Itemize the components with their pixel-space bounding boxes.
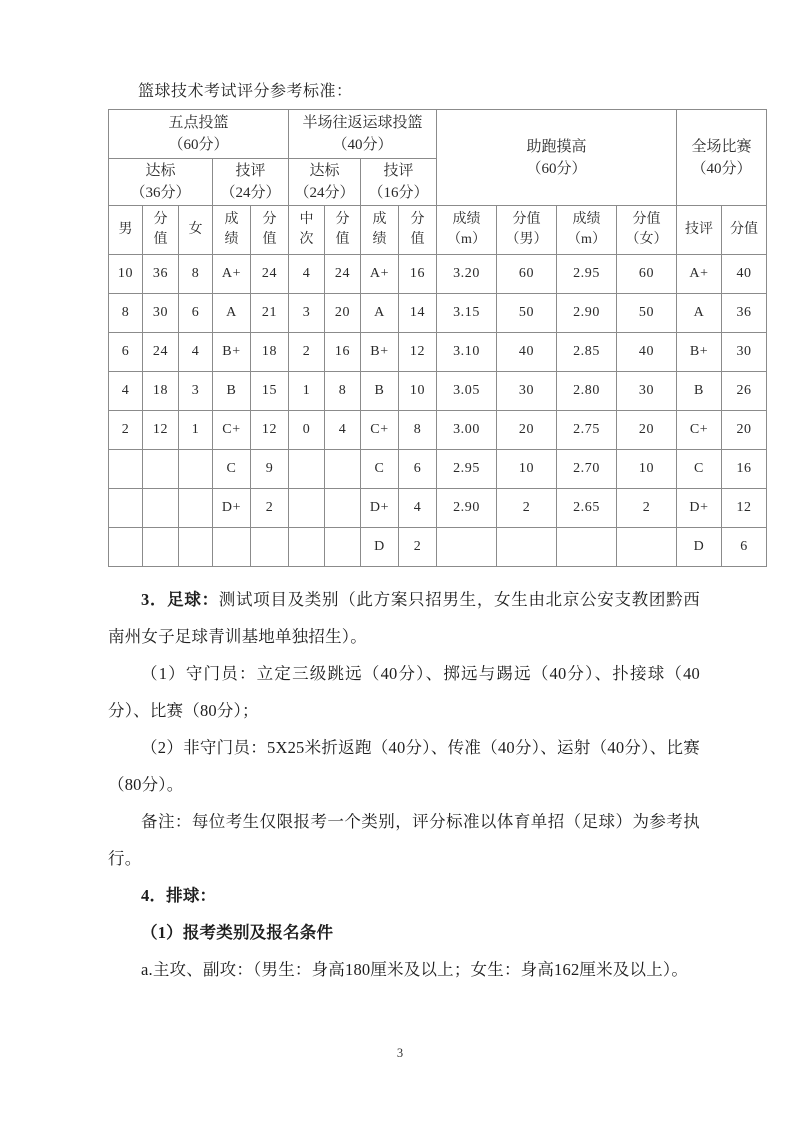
cell: 3 [289,294,325,333]
column-header-score-value: 分 值 [251,206,289,255]
cell: 2.95 [437,450,497,489]
cell: 24 [325,255,361,294]
cell [109,450,143,489]
cell: B [361,372,399,411]
sub-header-label: 技评 [383,163,414,179]
cell: 4 [179,333,213,372]
cell: 2.75 [557,411,617,450]
cell: 2.65 [557,489,617,528]
cell: D [361,528,399,567]
paragraph-football-note: 备注：每位考生仅限报考一个类别，评分标准以体育单招（足球）为参考执行。 [108,812,700,868]
cell [213,528,251,567]
paragraph-volleyball-height-requirement: a.主攻、副攻：（男生：身高180厘米及以上；女生：身高162厘米及以上）。 [141,960,689,979]
table-row [109,528,767,567]
column-header-male: 男 [109,206,143,255]
table-group-header-row [109,110,767,159]
cell [325,450,361,489]
cell: 10 [399,372,437,411]
cell: 18 [251,333,289,372]
cell: 14 [399,294,437,333]
paragraph-goalkeeper-items: （1）守门员：立定三级跳远（40分）、掷远与踢远（40分）、扑接球（40分）、比赛（80分）； [108,664,700,720]
paragraph-football-intro [108,581,700,655]
cell [143,528,179,567]
cell: 1 [289,372,325,411]
column-header-result-meters-male: 成绩 （m） [437,206,497,255]
sub-header-label: 达标 [309,163,340,179]
cell [557,528,617,567]
cell [109,528,143,567]
group-header-full-court-game [677,110,767,206]
cell [325,489,361,528]
column-header-score-value-male: 分值 （男） [497,206,557,255]
cell: 2 [399,528,437,567]
cell: 10 [497,450,557,489]
cell: A [213,294,251,333]
cell: 0 [289,411,325,450]
cell: 3.05 [437,372,497,411]
table-row [109,372,767,411]
cell: 40 [722,255,767,294]
basketball-score-table [108,109,767,567]
cell: 40 [497,333,557,372]
cell: C [677,450,722,489]
sub-header-points: （36分） [130,185,191,201]
sub-header-label: 达标 [145,163,176,179]
cell: 3.15 [437,294,497,333]
cell [143,450,179,489]
cell: D+ [361,489,399,528]
cell: 36 [722,294,767,333]
sub-header-label: 技评 [235,163,266,179]
cell: 20 [497,411,557,450]
cell: 30 [722,333,767,372]
cell [179,489,213,528]
cell: 8 [179,255,213,294]
cell [251,528,289,567]
column-header-made-count: 中 次 [289,206,325,255]
cell: B+ [677,333,722,372]
cell: 20 [617,411,677,450]
paragraph-outfield-items: （2）非守门员：5X25米折返跑（40分）、传准（40分）、运射（40分）、比赛（80分）。 [108,738,700,794]
cell: D+ [213,489,251,528]
cell: 2 [109,411,143,450]
table-caption: 篮球技术考试评分参考标准： [138,83,353,100]
cell [289,528,325,567]
cell: 24 [143,333,179,372]
cell: 2 [289,333,325,372]
body-text-block [108,581,700,988]
cell: 30 [143,294,179,333]
column-header-score-value-female: 分值 （女） [617,206,677,255]
cell: 9 [251,450,289,489]
cell: 6 [179,294,213,333]
cell: 2.90 [557,294,617,333]
cell: 2.85 [557,333,617,372]
cell: 10 [109,255,143,294]
cell: 4 [325,411,361,450]
cell: 12 [399,333,437,372]
sub-header-points: （16分） [368,185,429,201]
cell: 2 [617,489,677,528]
table-row [109,450,767,489]
cell [143,489,179,528]
cell: 2 [251,489,289,528]
column-header-score-value: 分值 [722,206,767,255]
paragraph-lead-label: （1）报考类别及报名条件 [141,923,334,942]
cell: C+ [677,411,722,450]
group-header-running-reach [437,110,677,206]
cell: B+ [213,333,251,372]
cell: 20 [325,294,361,333]
cell: 3.00 [437,411,497,450]
cell: 2.95 [557,255,617,294]
cell: 4 [289,255,325,294]
cell [109,489,143,528]
cell: 60 [617,255,677,294]
cell: 18 [143,372,179,411]
column-header-score-value: 分 值 [399,206,437,255]
cell: B+ [361,333,399,372]
cell: A [677,294,722,333]
cell: 2 [497,489,557,528]
cell: 30 [617,372,677,411]
cell [289,489,325,528]
cell: 26 [722,372,767,411]
page-number: 3 [396,1046,404,1060]
cell: A+ [213,255,251,294]
column-header-score-value: 分 值 [143,206,179,255]
table-head [109,110,767,255]
cell: 8 [109,294,143,333]
table-row [109,411,767,450]
cell: 4 [109,372,143,411]
cell: 12 [143,411,179,450]
cell: 30 [497,372,557,411]
cell: A+ [361,255,399,294]
paragraph-lead-label: 4．排球： [141,886,217,905]
sub-header-technique-24 [213,159,289,206]
group-header-label: 全场比赛 [691,138,752,155]
group-header-points: （40分） [691,160,752,177]
cell [179,528,213,567]
cell [325,528,361,567]
group-header-five-point-shot [109,110,289,159]
cell: 50 [617,294,677,333]
cell: 16 [399,255,437,294]
column-header-female: 女 [179,206,213,255]
table-row [109,489,767,528]
cell: 16 [325,333,361,372]
cell: 4 [399,489,437,528]
cell: 8 [399,411,437,450]
cell: 20 [722,411,767,450]
cell: 12 [251,411,289,450]
sub-header-technique-16 [361,159,437,206]
cell [289,450,325,489]
table-body [109,255,767,567]
group-header-points: （60分） [526,160,587,177]
paragraph-body: 测试项目及类别（此方案只招男生，女生由北京公安支教团黔西南州女子足球青训基地单独招生）。 [108,590,700,646]
cell: 21 [251,294,289,333]
cell: D+ [677,489,722,528]
column-header-result: 成 绩 [361,206,399,255]
cell: 15 [251,372,289,411]
cell: 16 [722,450,767,489]
cell: 2.80 [557,372,617,411]
table-row [109,255,767,294]
cell: B [213,372,251,411]
cell: 6 [109,333,143,372]
column-header-score-value: 分 值 [325,206,361,255]
table-column-header-row [109,206,767,255]
cell: C [361,450,399,489]
cell: C+ [361,411,399,450]
sub-header-points: （24分） [220,185,281,201]
column-header-result: 成 绩 [213,206,251,255]
cell [497,528,557,567]
cell: 1 [179,411,213,450]
cell: 2.90 [437,489,497,528]
cell: C [213,450,251,489]
paragraph-volleyball-heading [108,877,700,914]
cell [437,528,497,567]
paragraph-lead-label: 3．足球： [141,590,219,609]
group-header-label: 半场往返运球投篮 [302,115,423,131]
sub-header-standard-24 [289,159,361,206]
cell: 40 [617,333,677,372]
table-row [109,294,767,333]
cell: 3.20 [437,255,497,294]
cell: C+ [213,411,251,450]
group-header-label: 五点投篮 [168,115,229,131]
cell: 60 [497,255,557,294]
cell: 6 [722,528,767,567]
cell: 10 [617,450,677,489]
table-row [109,333,767,372]
cell: 3 [179,372,213,411]
cell: 3.10 [437,333,497,372]
cell [179,450,213,489]
group-header-label: 助跑摸高 [526,138,587,155]
cell: 24 [251,255,289,294]
cell: A [361,294,399,333]
cell: B [677,372,722,411]
group-header-points: （60分） [168,137,229,153]
cell [617,528,677,567]
sub-header-points: （24分） [294,185,355,201]
cell: 12 [722,489,767,528]
cell: 2.70 [557,450,617,489]
column-header-technique: 技评 [677,206,722,255]
group-header-points: （40分） [332,137,393,153]
cell: 6 [399,450,437,489]
cell: 50 [497,294,557,333]
cell: A+ [677,255,722,294]
cell: 8 [325,372,361,411]
sub-header-standard-36 [109,159,213,206]
page-content [108,78,759,988]
paragraph-volleyball-subheading [108,914,700,951]
column-header-result-meters-female: 成绩 （m） [557,206,617,255]
cell: D [677,528,722,567]
cell: 36 [143,255,179,294]
group-header-halfcourt-dribble-shot [289,110,437,159]
